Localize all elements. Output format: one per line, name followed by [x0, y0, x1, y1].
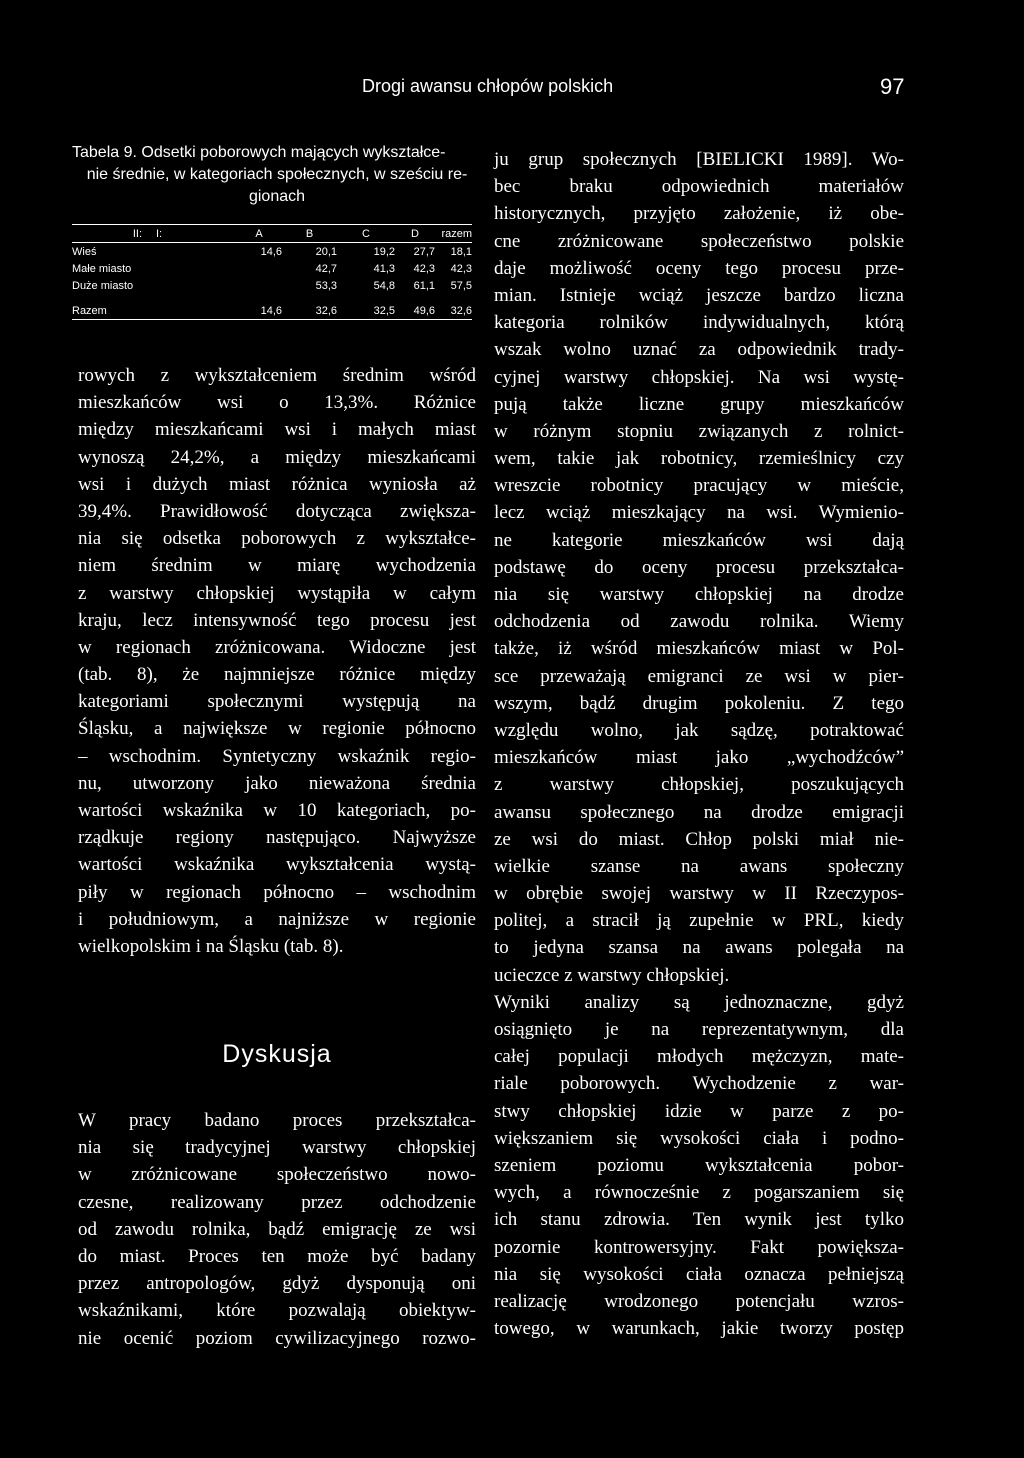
text-line: wartości wskaźnika w 10 kategoriach, po- [78, 800, 476, 821]
table-cell: 42,3 [413, 262, 435, 275]
text-line: sce przeważają emigranci ze wsi w pier- [494, 665, 904, 687]
text-line: ju grup społecznych [BIELICKI 1989]. Wo- [494, 149, 904, 170]
table-cell: 49,6 [395, 294, 435, 320]
column-header: II: [132, 227, 142, 240]
text-line: i południowym, a najniższe w regionie [78, 908, 476, 930]
text-line: przez antropologów, gdyż dysponują oni [78, 1273, 476, 1295]
table-cell: 27,7 [413, 245, 435, 258]
text-line: nie ocenić poziom cywilizacyjnego rozwo- [78, 1327, 476, 1349]
data-table [72, 224, 472, 320]
column-header: B [305, 227, 314, 240]
text-line: kategoria rolników indywidualnych, którą [494, 312, 904, 334]
right-column-text [494, 146, 904, 1342]
text-line: większaniem się wysokości ciała i podno- [494, 1127, 904, 1149]
text-line: kategoriami społecznymi występują na [78, 691, 476, 713]
table-row [72, 260, 472, 277]
table-cell: 41,3 [373, 262, 395, 275]
text-line: wem, takie jak robotnicy, rzemieślnicy czy [494, 448, 904, 470]
text-line: mieszkańców wsi o 13,3%. Różnice [78, 392, 476, 414]
text-line: W pracy badano proces przekształca- [78, 1110, 476, 1131]
page-number: 97 [880, 74, 905, 99]
text-line: pozornie kontrowersyjny. Fakt powiększa- [494, 1236, 904, 1258]
text-line: riale poborowych. Wychodzenie z war- [494, 1073, 904, 1095]
text-line: – wschodnim. Syntetyczny wskaźnik regio- [78, 745, 476, 767]
column-header: A [255, 227, 263, 240]
text-line: wielkopolskim i na Śląsku (tab. 8). [78, 935, 344, 957]
text-line: z warstwy chłopskiej, poszukujących [494, 774, 904, 796]
table-cell: 57,5 [450, 279, 472, 292]
text-line: osiągnięto je na reprezentatywnym, dla [494, 1019, 904, 1040]
table-cell: 18,1 [450, 245, 472, 258]
text-line: wynoszą 24,2%, a między mieszkańcami [78, 446, 476, 468]
text-line: cyjnej warstwy chłopskiej. Na wsi wystę- [494, 366, 904, 388]
text-line: politej, a stracił ją zupełnie w PRL, kiedy [494, 910, 904, 932]
text-line: lecz wciąż mieszkający na wsi. Wymienio- [494, 502, 904, 524]
table-row [72, 243, 472, 261]
text-line: mian. Istnieje wciąż jeszcze bardzo liczna [494, 284, 904, 306]
text-line: mieszkańców miast jako „wychodźców” [494, 747, 904, 769]
text-line: odchodzenia od zawodu rolnika. Wiemy [494, 611, 904, 633]
caption-line: Tabela 9. Odsetki poborowych mających wykształce- [72, 144, 446, 161]
text-line: realizację wrodzonego potencjału wzros- [494, 1290, 904, 1312]
column-header: razem [441, 227, 472, 240]
text-line: awansu społecznego na drodze emigracji [494, 801, 904, 823]
text-line: nia się warstwy chłopskiej na drodze [494, 584, 904, 605]
text-line: ucieczce z warstwy chłopskiej. [494, 964, 730, 986]
text-line: w różnym stopniu związanych z rolnict- [494, 420, 904, 442]
text-line: szeniem poziomu wykształcenia pobor- [494, 1154, 904, 1176]
text-line: wartości wskaźnika wykształcenia wystą- [78, 854, 476, 876]
text-line: wych, a równocześnie z pogarszaniem się [494, 1182, 904, 1204]
text-line: w obrębie swojej warstwy w II Rzeczypos- [494, 883, 904, 905]
table-cell [236, 260, 282, 277]
text-line: wskaźnikami, które pozwalają obiektyw- [78, 1300, 476, 1322]
text-line: także, iż wśród mieszkańców miast w Pol- [494, 638, 904, 660]
caption-line: gionach [248, 188, 306, 205]
column-header: D [411, 227, 419, 240]
running-header: Drogi awansu chłopów polskich [362, 76, 614, 96]
text-line: nia się tradycyjnej warstwy chłopskiej [78, 1137, 476, 1159]
caption-line: nie średnie, w kategoriach społecznych, w sześciu re- [86, 166, 468, 183]
table-cell: 53,3 [315, 279, 337, 292]
text-line: wielkie szanse na awans społeczny [494, 855, 904, 877]
text-line: 39,4%. Prawidłowość dotycząca zwiększa- [78, 500, 476, 522]
table-cell: 32,5 [337, 294, 395, 320]
text-line: kraju, lecz intensywność tego procesu jest [78, 609, 476, 631]
text-line: niem średnim w miarę wychodzenia [78, 555, 476, 577]
text-line: z warstwy chłopskiej wystąpiła w całym [78, 582, 476, 604]
text-line: wszym, bądź drugim pokoleniu. Z tego [494, 692, 904, 714]
text-line: Śląsku, a największe w regionie północno [78, 718, 476, 740]
table-cell: 42,3 [450, 262, 472, 275]
text-line: pują także liczne grupy mieszkańców [494, 393, 904, 415]
text-line: bec braku odpowiednich materiałów [494, 176, 904, 198]
text-line: wreszcie robotnicy pracujący w mieście, [494, 475, 904, 497]
table-cell: 32,6 [282, 294, 337, 320]
row-label: Razem [72, 294, 236, 320]
text-line: w zróżnicowane społeczeństwo nowo- [78, 1164, 476, 1186]
table-row [72, 277, 472, 294]
text-line: towego, w warunkach, jakie tworzy postęp [494, 1318, 904, 1340]
table-cell: 54,8 [373, 279, 395, 292]
text-line: w regionach zróżnicowana. Widoczne jest [78, 636, 476, 658]
row-label: Wieś [72, 245, 97, 258]
table-cell [236, 277, 282, 294]
text-line: do miast. Proces ten może być badany [78, 1245, 476, 1267]
text-line: to jedyna szansa na awans polegała na [494, 937, 904, 959]
table-cell: 61,1 [413, 279, 435, 292]
section-heading: Dyskusja [222, 1040, 332, 1068]
row-label: Małe miasto [72, 262, 132, 275]
text-line: od zawodu rolnika, bądź emigrację ze wsi [78, 1218, 476, 1240]
text-line: (tab. 8), że najmniejsze różnice między [78, 664, 476, 686]
text-line: daje możliwość oceny tego procesu prze- [494, 257, 904, 279]
row-label: Duże miasto [72, 279, 134, 292]
text-line: historycznych, przyjęto założenie, iż obe- [494, 203, 904, 225]
column-header: I: [156, 227, 163, 240]
table-cell: 20,1 [315, 245, 337, 258]
table-cell: 19,2 [373, 245, 395, 258]
discussion-text [78, 1107, 476, 1352]
table-caption [72, 142, 482, 208]
text-line: wsi i dużych miast różnica wyniosła aż [78, 473, 476, 495]
table-cell: 42,7 [315, 262, 337, 275]
text-line: czesne, realizowany przez odchodzenie [78, 1191, 476, 1213]
text-line: nu, utworzony jako nieważona średnia [78, 772, 476, 794]
table-cell: 14,6 [236, 294, 282, 320]
text-line: ne kategorie mieszkańców wsi dają [494, 529, 904, 551]
text-line: nia się odsetka poborowych z wykształce- [78, 528, 476, 550]
text-line: między mieszkańcami wsi i małych miast [78, 419, 476, 441]
text-line: Wyniki analizy są jednoznaczne, gdyż [494, 991, 904, 1013]
text-line: względu wolno, jak sądzę, potraktować [494, 719, 904, 741]
text-line: ich stanu zdrowia. Ten wynik jest tylko [494, 1209, 904, 1231]
column-header: C [362, 227, 370, 240]
table-cell: 14,6 [260, 245, 282, 258]
text-line: rowych z wykształceniem średnim wśród [78, 365, 476, 386]
left-column-text [78, 362, 476, 960]
table-cell: 32,6 [435, 294, 472, 320]
text-line: wszak wolno uznać za odpowiednik trady- [494, 339, 904, 361]
text-line: piły w regionach północno – wschodnim [78, 881, 476, 903]
text-line: cne zróżnicowane społeczeństwo polskie [494, 230, 904, 252]
text-line: podstawę do oceny procesu przekształca- [494, 556, 904, 578]
text-line: całej populacji młodych mężczyzn, mate- [494, 1046, 904, 1068]
text-line: nia się wysokości ciała oznacza pełniejszą [494, 1263, 904, 1285]
text-line: stwy chłopskiej idzie w parze z po- [494, 1100, 904, 1122]
table-header-row [72, 225, 472, 243]
table-row-total [72, 294, 472, 320]
text-line: rządkuje regiony następująco. Najwyższe [78, 827, 476, 849]
text-line: ze wsi do miast. Chłop polski miał nie- [494, 828, 904, 850]
